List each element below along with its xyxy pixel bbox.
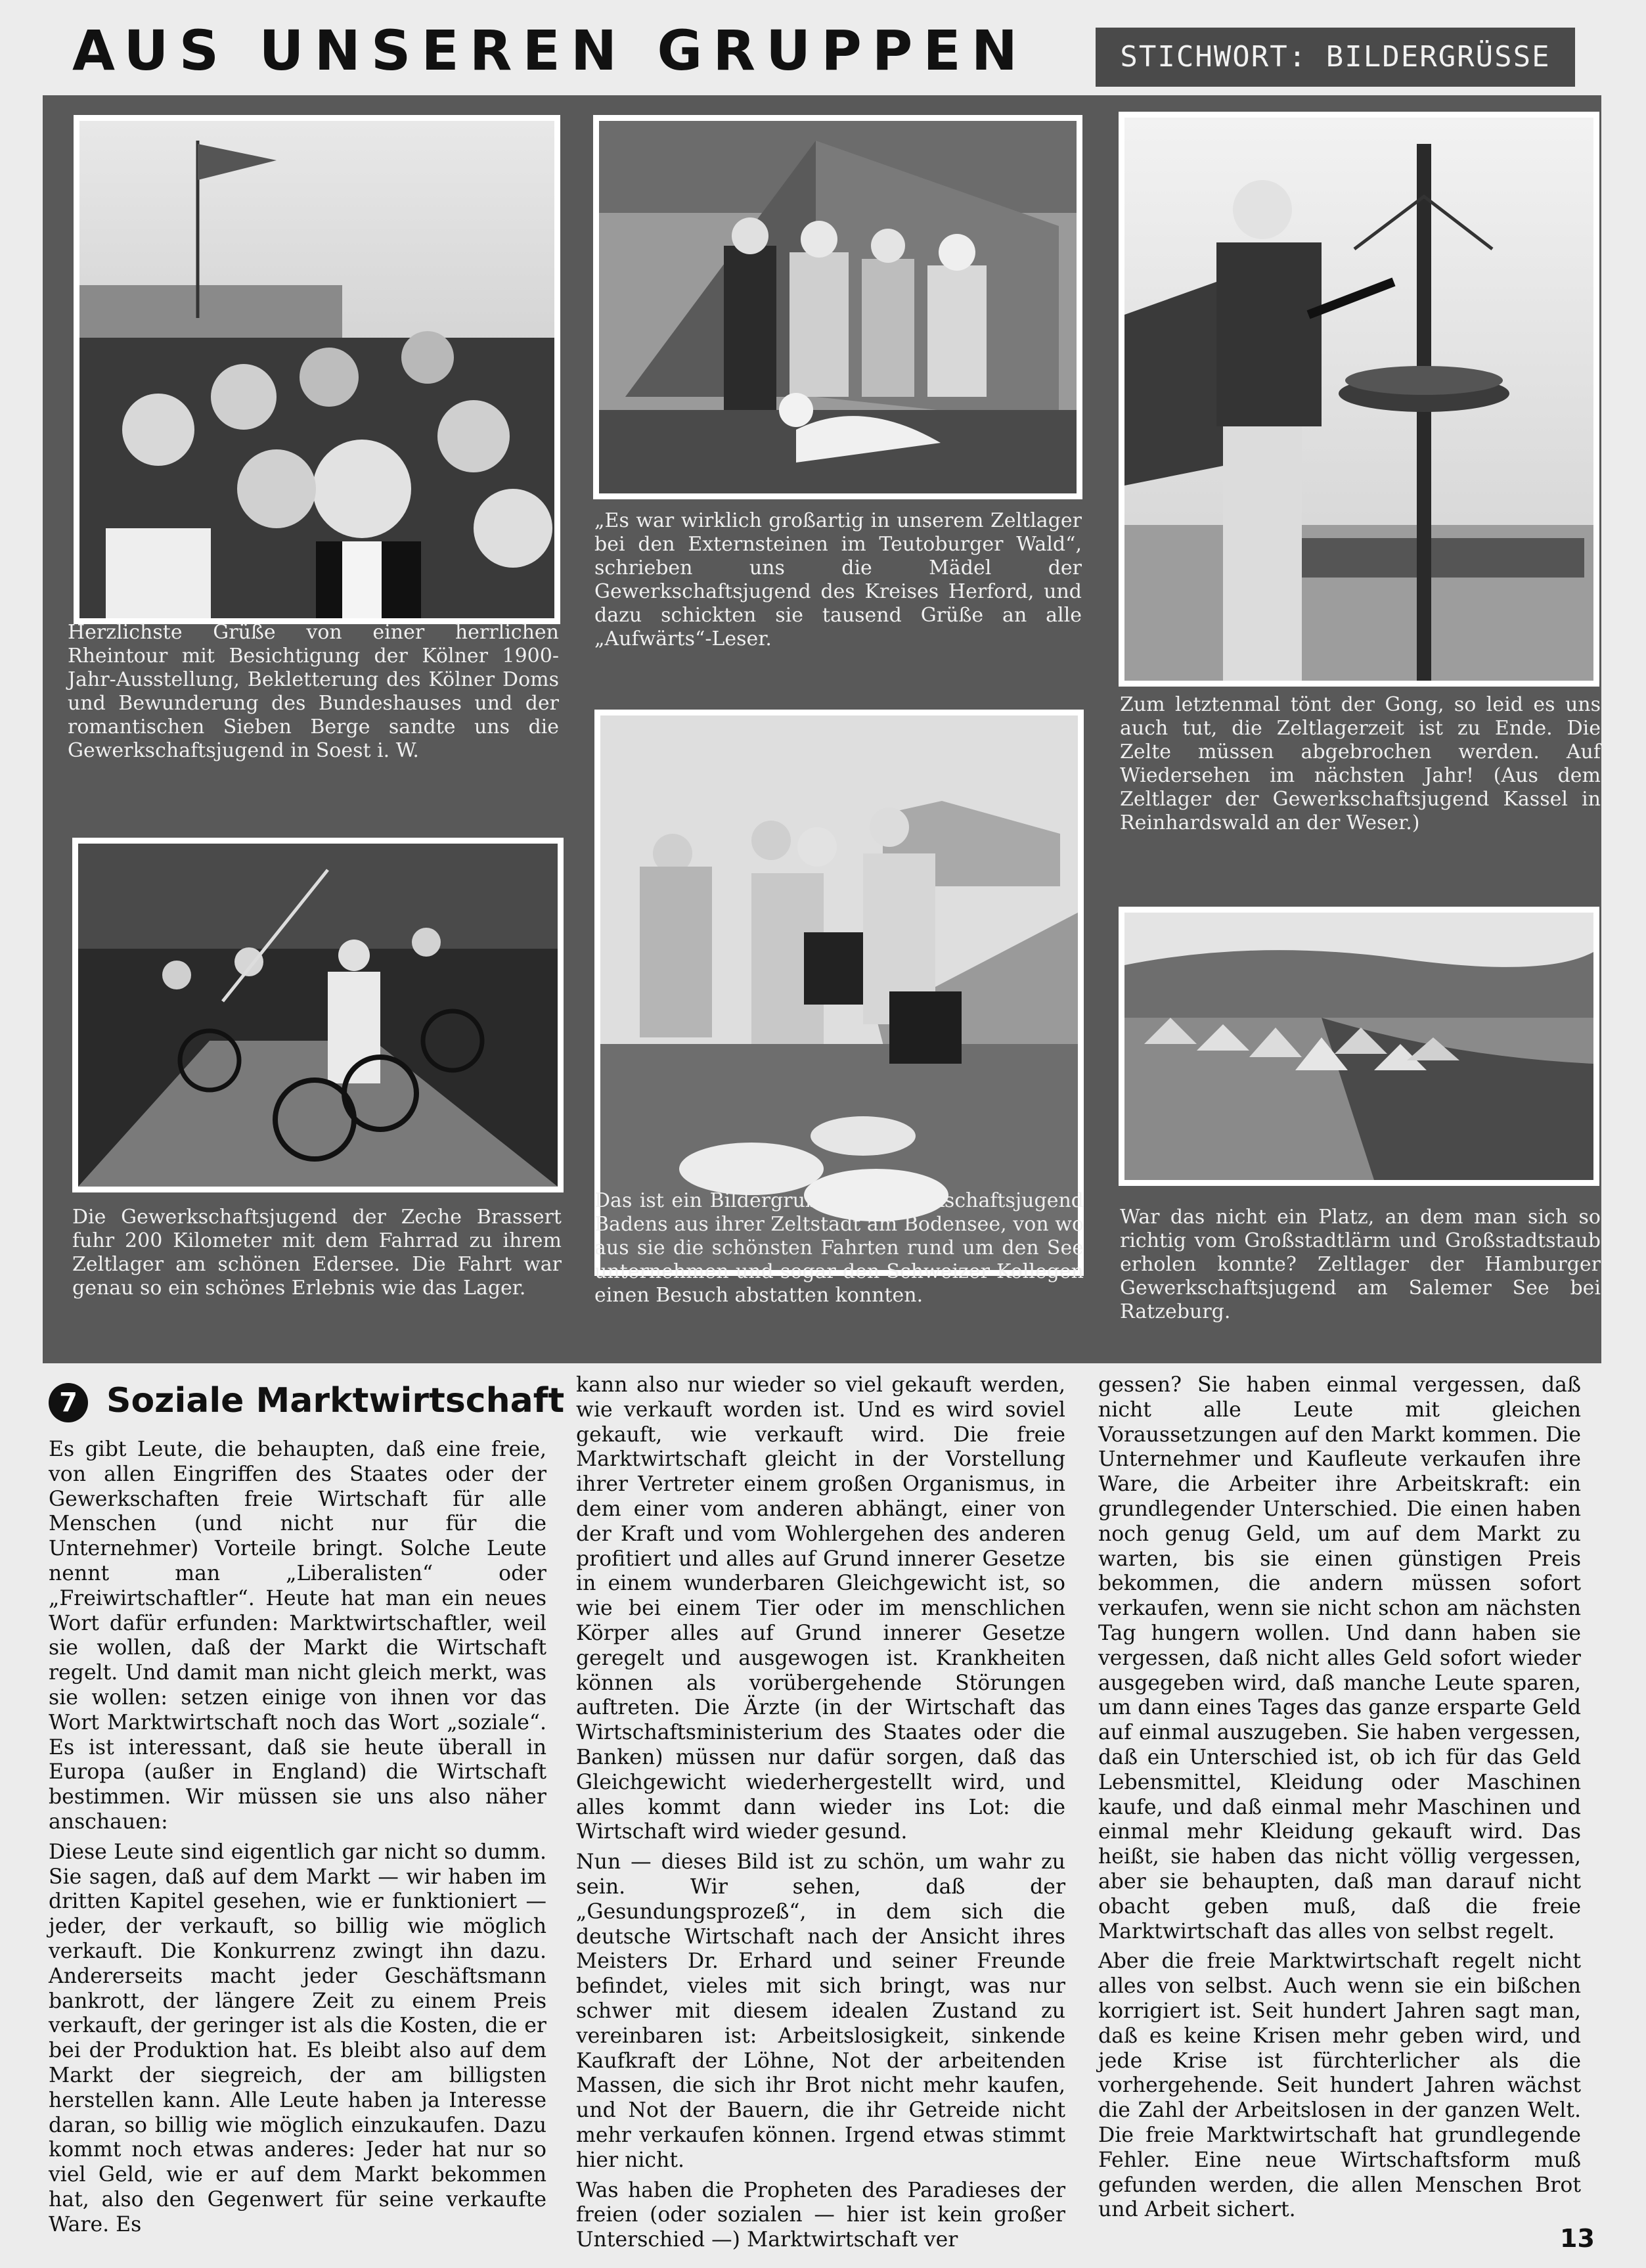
photo-salemer-see [1119, 907, 1599, 1186]
caption-bodensee: Das ist ein Bildergruß der Gewerkschaftsjugend Badens aus ihrer Zeltstadt am Bodensee, von wo aus sie die schönsten Fahrten rund um den See unternehmen und sogar den Schweizer Kollegen einen Besuch abstatten konnten. [594, 1189, 1084, 1307]
photo-rheintour [74, 115, 560, 624]
article-heading [49, 1381, 564, 1422]
section-tag: STICHWORT: BILDERGRÜSSE [1096, 28, 1575, 87]
photo-panel [43, 95, 1601, 1363]
caption-rheintour: Herzlichste Grüße von einer herrlichen Rheintour mit Besichtigung der Kölner 1900-Jahr-Ausstellung, Bekletterung des Kölner Doms und Bewunderung des Bundeshauses und der romantischen Sieben Berge sandte uns die Gewerkschaftsjugend in Soest i. W. [68, 621, 559, 762]
caption-gong: Zum letztenmal tönt der Gong, so leid es uns auch tut, die Zeltlagerzeit ist zu Ende. Die Zelte müssen abgebrochen werden. Auf Wiedersehen im nächsten Jahr! (Aus dem Zeltlager der Gewerkschaftsjugend Kassel in Reinhardswald an der Weser.) [1120, 693, 1601, 834]
article-number: 7 [49, 1383, 88, 1422]
page-heading: AUS UNSEREN GRUPPEN [72, 18, 1029, 83]
caption-zeltlager-teutoburg: „Es war wirklich großartig in unserem Zeltlager bei den Externsteinen im Teutoburger Wald“, schrieben uns die Mädel der Gewerkschaftsjugend des Kreises Herford, und dazu schickten sie tausend Grüße an alle „Aufwärts“-Leser. [594, 509, 1082, 650]
photo-fahrrad [72, 838, 564, 1192]
article-column-3 [1098, 1373, 1581, 2223]
photo-gong [1119, 112, 1599, 687]
article-paragraph-3: Nun — dieses Bild ist zu schön, um wahr zu sein. Wir sehen, daß der „Gesundungsprozeß“, in dem sich die deutsche Wirtschaft nach der Ansicht ihres Meisters Dr. Erhard und seiner Freunde befindet, vieles mit sich bringt, was nur schwer mit diesem idealen Zustand zu vereinbaren ist: Arbeitslosigkeit, sinkende Kaufkraft der Löhne, Not der arbeitenden Massen, die sich ihr Brot nicht mehr kaufen, und Not der Bauern, die ihr Getreide nicht mehr verkaufen können. Irgend etwas stimmt hier nicht. [576, 1850, 1065, 2172]
article-paragraph-1: Es gibt Leute, die behaupten, daß eine freie, von allen Eingriffen des Staates oder der Gewerkschaften freie Wirtschaft für alle Menschen (und nicht nur für die Unternehmer) Vorteile bringt. Solche Leute nennt man „Liberalisten“ oder „Freiwirtschaftler“. Heute hat man ein neues Wort dafür erfunden: Marktwirtschaftler, weil sie wollen, daß der Markt die Wirtschaft regelt. Und damit man nicht gleich merkt, was sie wollen: setzen einige von ihnen vor das Wort Marktwirtschaft noch das Wort „soziale“. Es ist interessant, daß sie heute überall in Europa (außer in England) die Wirtschaft bestimmen. Wir müssen sie uns also näher anschauen: [49, 1438, 546, 1834]
article-paragraph-5: Aber die freie Marktwirtschaft regelt nicht alles von selbst. Auch wenn sie ein bißchen korrigiert ist. Seit hundert Jahren sagt man, daß es keine Krisen mehr geben wird, und jede Krise ist fürchterlicher als die vorhergehende. Seit hundert Jahren wächst die Zahl der Arbeitslosen in der ganzen Welt. Die freie Marktwirtschaft hat grundlegende Fehler. Eine neue Wirtschaftsform muß gefunden werden, die allen Menschen Brot und Arbeit sichert. [1098, 1949, 1581, 2222]
caption-salemer-see: War das nicht ein Platz, an dem man sich so richtig vom Großstadtlärm und Großstadtstaub erholen konnte? Zeltlager der Hamburger Gewerkschaftsjugend am Salemer See bei Ratzeburg. [1120, 1206, 1601, 1323]
article-column-1 [49, 1438, 546, 2238]
article-paragraph-4: gessen? Sie haben einmal vergessen, daß nicht alle Leute mit gleichen Voraussetzungen auf den Markt kommen. Die Unternehmer und Kaufleute verkaufen ihre Ware, die Arbeiter ihre Arbeitskraft: ein grundlegender Unterschied. Die einen haben noch genug Geld, um auf dem Markt zu warten, bis sie einen günstigen Preis bekommen, die andern müssen sofort verkaufen, wenn sie nicht schon am nächsten Tag hungern wollen. Und dann haben sie vergessen, daß nicht alles Geld sofort wieder ausgegeben wird, daß manche Leute sparen, um dann eines Tages das ganze ersparte Geld auf einmal auszugeben. Sie haben vergessen, daß ein Unterschied ist, ob ich für das Geld Lebensmittel, Kleidung oder Maschinen kaufe, und daß einmal mehr Maschinen und einmal mehr Kleidung gekauft wird. Das heißt, sie haben das nicht völlig vergessen, aber sie behaupten, daß man darauf nicht obacht geben muß, daß die freie Marktwirtschaft das alles von selbst regelt. [1098, 1373, 1581, 1943]
page-number: 13 [1560, 2224, 1595, 2253]
article-paragraph-2a: Diese Leute sind eigentlich gar nicht so dumm. Sie sagen, daß auf dem Markt — wir haben im dritten Kapitel gesehen, wie er funktioniert — jeder, der verkauft, so billig wie möglich verkauft. Die Konkurrenz zwingt ihn dazu. Andererseits macht jeder Geschäftsmann bankrott, der längere Zeit zu einem Preis verkauft, der geringer ist als die Kosten, die er bei der Produktion hat. Es bleibt also auf dem Markt der siegreich, der am billigsten herstellen kann. Alle Leute haben ja Interesse daran, so billig wie möglich einzukaufen. Dazu kommt noch etwas anderes: Jeder hat nur so viel Geld, wie er auf dem Markt bekommen hat, also den Gegenwert für seine verkaufte Ware. Es [49, 1840, 546, 2236]
article-paragraph-4a: Was haben die Propheten des Paradieses der freien (oder sozialen — hier ist kein großer Unterschied —) Marktwirtschaft ver [576, 2178, 1065, 2252]
caption-fahrrad: Die Gewerkschaftsjugend der Zeche Brassert fuhr 200 Kilometer mit dem Fahrrad zu ihrem Zeltlager am schönen Edersee. Die Fahrt war genau so ein schönes Erlebnis wie das Lager. [72, 1206, 562, 1300]
photo-zeltlager-teutoburg [593, 115, 1082, 499]
article-title: Soziale Marktwirtschaft [106, 1381, 565, 1420]
article-column-2 [576, 1373, 1065, 2253]
article-paragraph-2: kann also nur wieder so viel gekauft werden, wie verkauft worden ist. Und es wird soviel gekauft, wie verkauft wird. Die freie Marktwirtschaft gleicht in der Vorstellung ihrer Vertreter einem großen Organismus, in dem einer vom anderen abhängt, einer von der Kraft und vom Wohlergehen des anderen profitiert und alles auf Grund innerer Gesetze in einem wunderbaren Gleichgewicht ist, so wie bei einem Tier oder im menschlichen Körper alles auf Grund innerer Gesetze geregelt und ausgewogen ist. Krankheiten können als vorübergehende Störungen auftreten. Die Ärzte (in der Wirtschaft das Wirtschaftsministerium des Staates oder die Banken) müssen nur dafür sorgen, daß das Gleichgewicht wiederhergestellt wird, und alles kommt dann wieder ins Lot: die Wirtschaft wird wieder gesund. [576, 1373, 1065, 1844]
